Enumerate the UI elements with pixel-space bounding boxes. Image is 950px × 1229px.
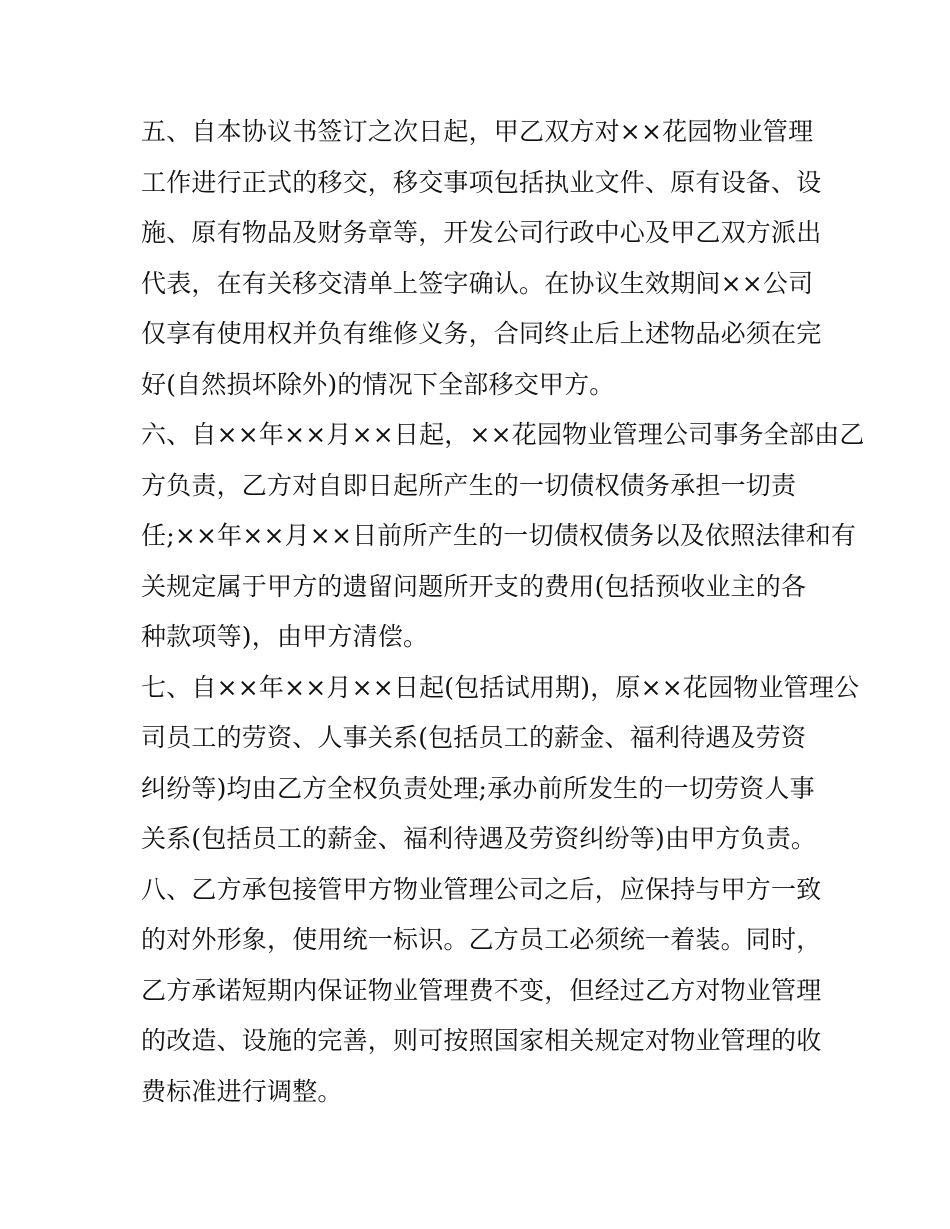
text-line-10: 关规定属于甲方的遗留问题所开支的费用(包括预收业主的各 bbox=[141, 571, 807, 601]
text-line-18: 乙方承诺短期内保证物业管理费不变，但经过乙方对物业管理 bbox=[141, 975, 822, 1005]
text-line-3: 施、原有物品及财务章等，开发公司行政中心及甲乙双方派出 bbox=[141, 218, 822, 247]
text-line-8: 方负责，乙方对自即日起所产生的一切债权债务承担一切责 bbox=[141, 470, 797, 500]
text-line-1: 五、自本协议书签订之次日起，甲乙双方对××花园物业管理 bbox=[141, 117, 814, 146]
text-line-14: 纠纷等)均由乙方全权负责处理;承办前所发生的一切劳资人事 bbox=[141, 773, 815, 803]
text-line-12: 七、自××年××月××日起(包括试用期)，原××花园物业管理公 bbox=[141, 672, 860, 702]
document-body bbox=[141, 107, 865, 1117]
text-line-19: 的改造、设施的完善，则可按照国家相关规定对物业管理的收 bbox=[141, 1026, 822, 1055]
text-line-5: 仅享有使用权并负有维修义务，合同终止后上述物品必须在完 bbox=[141, 319, 822, 348]
text-line-7: 六、自××年××月××日起，××花园物业管理公司事务全部由乙 bbox=[141, 420, 865, 449]
text-line-13: 司员工的劳资、人事关系(包括员工的薪金、福利待遇及劳资 bbox=[141, 723, 807, 752]
text-line-2: 工作进行正式的移交，移交事项包括执业文件、原有设备、设 bbox=[141, 167, 822, 197]
text-line-4: 代表，在有关移交清单上签字确认。在协议生效期间××公司 bbox=[141, 268, 814, 298]
text-line-17: 的对外形象，使用统一标识。乙方员工必须统一着装。同时， bbox=[141, 925, 822, 954]
text-line-9: 任;××年××月××日前所产生的一切债权债务以及依照法律和有 bbox=[141, 521, 857, 550]
text-line-16: 八、乙方承包接管甲方物业管理公司之后，应保持与甲方一致 bbox=[141, 874, 822, 904]
text-line-6: 好(自然损坏除外)的情况下全部移交甲方。 bbox=[141, 369, 615, 399]
text-line-20: 费标准进行调整。 bbox=[141, 1076, 343, 1106]
text-line-15: 关系(包括员工的薪金、福利待遇及劳资纠纷等)由甲方负责。 bbox=[141, 824, 817, 853]
text-line-11: 种款项等)，由甲方清偿。 bbox=[141, 622, 429, 651]
